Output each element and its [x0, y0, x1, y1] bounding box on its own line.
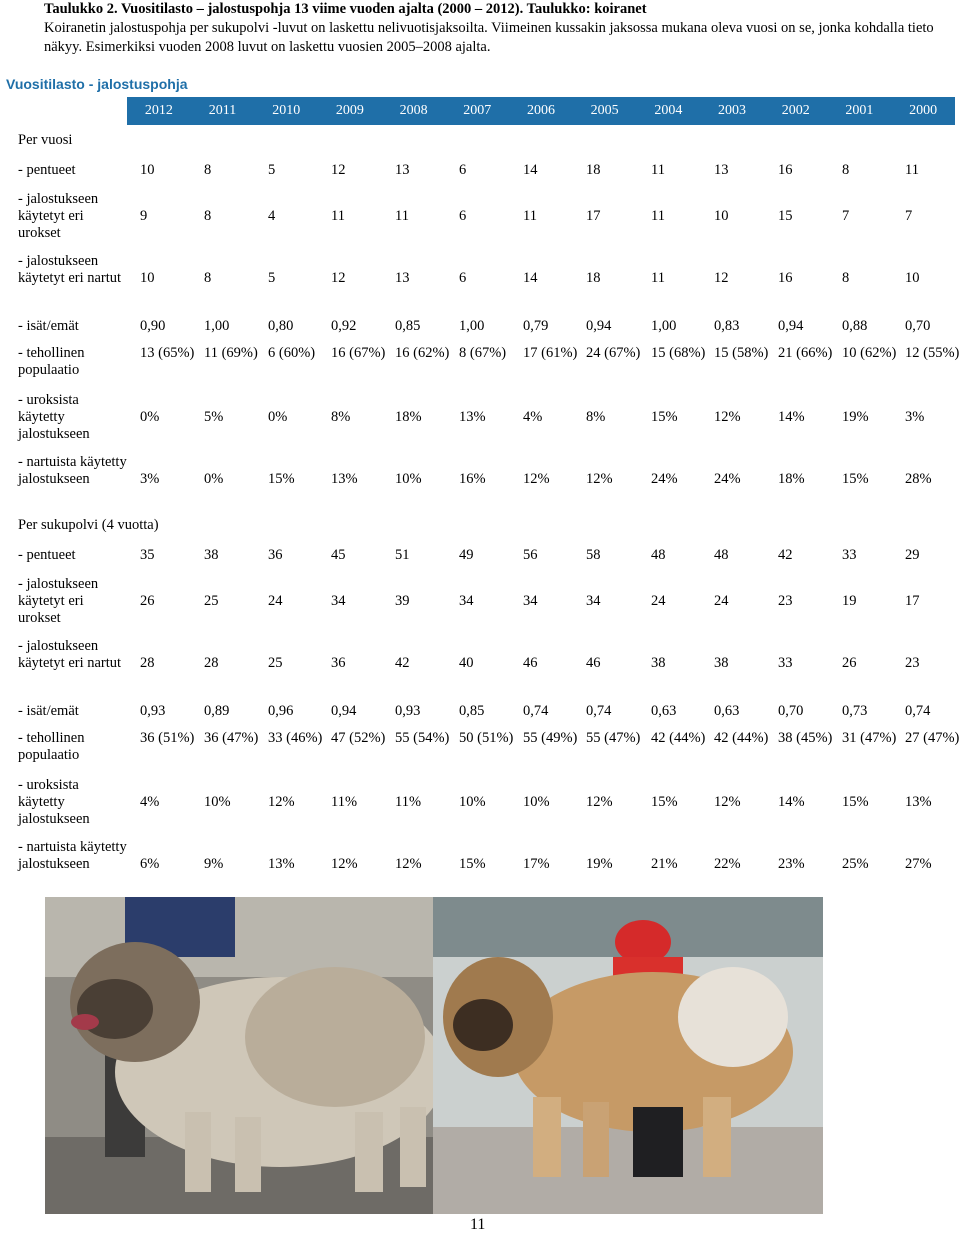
table-cell: 11% [395, 794, 422, 810]
table-cell: 34 [586, 593, 601, 609]
year-header-cell: 2005 [590, 103, 619, 118]
table-cell: 25 [268, 655, 283, 671]
table-cell: 26 [140, 593, 155, 609]
table-cell: 0,80 [268, 318, 294, 334]
row-label: - jalostukseen käytetyt eri urokset [18, 191, 99, 241]
table-cell: 0,85 [395, 318, 421, 334]
table-cell: 46 [586, 655, 601, 671]
table-cell: 36 [331, 655, 346, 671]
table-cell: 55 (47%) [586, 730, 641, 746]
table-cell: 13 (65%) [140, 345, 195, 361]
table-cell: 12% [523, 471, 550, 487]
year-header-cell: 2007 [463, 103, 492, 118]
table-cell: 29 [905, 547, 920, 563]
table-cell: 14% [778, 409, 805, 425]
table-cell: 25 [204, 593, 219, 609]
table-cell: 24 [651, 593, 666, 609]
table-cell: 46 [523, 655, 538, 671]
row-label: - uroksista käytetty jalostukseen [18, 392, 90, 442]
table-cell: 34 [331, 593, 346, 609]
table-cell: 12% [331, 856, 358, 872]
dog-photo-left [45, 897, 433, 1214]
table-cell: 0% [268, 409, 288, 425]
table-cell: 24% [651, 471, 678, 487]
table-cell: 55 (54%) [395, 730, 450, 746]
intro-text: Koiranetin jalostuspohja per sukupolvi -luvut on laskettu nelivuotisjaksoilta. Viimeinen kussakin jaksossa mukana oleva vuosi on se, jonka kohdalla tieto näkyy. Esimerkiksi vuoden 2008 luvut on laskettu vuosien 2005–2008 ajalta. [44, 20, 934, 55]
year-header [127, 97, 955, 125]
table-cell: 10% [523, 794, 550, 810]
table-cell: 17% [523, 856, 550, 872]
table-cell: 38 [204, 547, 219, 563]
table-cell: 18 [586, 270, 601, 286]
table-cell: 13% [905, 794, 932, 810]
table-cell: 1,00 [204, 318, 230, 334]
table-cell: 4% [523, 409, 543, 425]
table-cell: 0,88 [842, 318, 868, 334]
year-header-cell: 2008 [399, 103, 428, 118]
row-label: - tehollinen populaatio [18, 345, 85, 378]
table-cell: 8 [204, 208, 212, 224]
table-cell: 18% [778, 471, 805, 487]
table-cell: 33 [778, 655, 793, 671]
table-cell: 12 (55%) [905, 345, 960, 361]
row-label: - nartuista käytetty jalostukseen [18, 839, 127, 872]
year-header-cell: 2000 [909, 103, 938, 118]
year-header-cell: 2006 [526, 103, 555, 118]
table-cell: 38 (45%) [778, 730, 833, 746]
table-cell: 0,63 [714, 703, 740, 719]
table-cell: 16 (62%) [395, 345, 450, 361]
table-cell: 0,92 [331, 318, 357, 334]
table-cell: 28 [140, 655, 155, 671]
table-cell: 0,89 [204, 703, 230, 719]
year-header-cell: 2004 [654, 103, 683, 118]
table-cell: 33 [842, 547, 857, 563]
dog-photo-right [433, 897, 823, 1214]
table-cell: 8% [331, 409, 351, 425]
table-cell: 42 [395, 655, 410, 671]
per-sukupolvi-label: Per sukupolvi (4 vuotta) [18, 517, 159, 533]
table-cell: 0,94 [331, 703, 357, 719]
table-cell: 5% [204, 409, 224, 425]
table-cell: 49 [459, 547, 474, 563]
table-cell: 10 [714, 208, 729, 224]
table-cell: 11 [905, 162, 919, 178]
table-cell: 15 [778, 208, 793, 224]
year-header-cell: 2003 [718, 103, 747, 118]
table-cell: 21 (66%) [778, 345, 833, 361]
table-cell: 0,85 [459, 703, 485, 719]
table-cell: 13 [395, 270, 410, 286]
table-cell: 11 (69%) [204, 345, 258, 361]
table-cell: 16 (67%) [331, 345, 386, 361]
table-cell: 24% [714, 471, 741, 487]
row-label: - tehollinen populaatio [18, 730, 85, 763]
table-cell: 48 [651, 547, 666, 563]
table-cell: 0,93 [140, 703, 166, 719]
table-cell: 0,93 [395, 703, 421, 719]
table-cell: 15% [651, 794, 678, 810]
table-cell: 10 [140, 270, 155, 286]
table-cell: 15% [842, 794, 869, 810]
table-cell: 0,94 [586, 318, 612, 334]
year-header-cell: 2010 [272, 103, 301, 118]
table-cell: 50 (51%) [459, 730, 514, 746]
table-cell: 28 [204, 655, 219, 671]
table-cell: 33 (46%) [268, 730, 323, 746]
table-cell: 12% [714, 794, 741, 810]
table-cell: 13 [714, 162, 729, 178]
table-cell: 12% [714, 409, 741, 425]
table-cell: 16 [778, 270, 793, 286]
page-number: 11 [470, 1216, 486, 1233]
table-cell: 1,00 [651, 318, 677, 334]
table-cell: 35 [140, 547, 155, 563]
table-cell: 12% [395, 856, 422, 872]
table-cell: 13 [395, 162, 410, 178]
table-cell: 24 [714, 593, 729, 609]
table-cell: 3% [140, 471, 160, 487]
year-header-cell: 2009 [335, 103, 364, 118]
table-cell: 14 [523, 162, 538, 178]
table-cell: 12 [714, 270, 729, 286]
table-cell: 38 [714, 655, 729, 671]
table-cell: 23 [905, 655, 920, 671]
table-cell: 10% [395, 471, 422, 487]
table-cell: 7 [905, 208, 913, 224]
table-cell: 0,73 [842, 703, 868, 719]
table-cell: 10 [905, 270, 920, 286]
table-cell: 42 (44%) [651, 730, 706, 746]
table-cell: 5 [268, 162, 276, 178]
table-cell: 10 [140, 162, 155, 178]
row-label: - pentueet [18, 162, 76, 178]
table-cell: 17 (61%) [523, 345, 578, 361]
table-cell: 25% [842, 856, 869, 872]
table-cell: 6 [459, 208, 467, 224]
table-cell: 0,79 [523, 318, 549, 334]
row-label: - uroksista käytetty jalostukseen [18, 777, 90, 827]
table-cell: 0,63 [651, 703, 677, 719]
table-cell: 11 [395, 208, 409, 224]
table-cell: 0,74 [523, 703, 549, 719]
table-cell: 6% [140, 856, 160, 872]
table-cell: 34 [459, 593, 474, 609]
table-caption: Taulukko 2. Vuositilasto – jalostuspohja 13 viime vuoden ajalta (2000 – 2012). Taulukko: koiranet [44, 1, 647, 17]
table-cell: 40 [459, 655, 474, 671]
row-label: - jalostukseen käytetyt eri nartut [18, 253, 122, 286]
table-cell: 19% [842, 409, 869, 425]
table-cell: 36 [268, 547, 283, 563]
table-cell: 1,00 [459, 318, 485, 334]
table-cell: 19 [842, 593, 857, 609]
table-cell: 11 [651, 208, 665, 224]
table-cell: 15% [268, 471, 295, 487]
table-cell: 14% [778, 794, 805, 810]
table-cell: 0,74 [905, 703, 931, 719]
table-cell: 28% [905, 471, 932, 487]
table-cell: 11 [523, 208, 537, 224]
intro [44, 0, 944, 57]
table-cell: 23 [778, 593, 793, 609]
table-cell: 34 [523, 593, 538, 609]
table-cell: 12% [268, 794, 295, 810]
table-cell: 31 (47%) [842, 730, 897, 746]
table-cell: 55 (49%) [523, 730, 578, 746]
table-cell: 16% [459, 471, 486, 487]
table-cell: 17 [905, 593, 920, 609]
table-cell: 8 [204, 162, 212, 178]
table-cell: 5 [268, 270, 276, 286]
table-cell: 18% [395, 409, 422, 425]
table-cell: 47 (52%) [331, 730, 386, 746]
table-cell: 15% [651, 409, 678, 425]
year-header-cell: 2011 [208, 103, 237, 118]
table-cell: 14 [523, 270, 538, 286]
table-cell: 4% [140, 794, 160, 810]
table-cell: 4 [268, 208, 276, 224]
table-cell: 48 [714, 547, 729, 563]
table-cell: 12 [331, 162, 346, 178]
table-cell: 0,90 [140, 318, 166, 334]
row-label: - jalostukseen käytetyt eri nartut [18, 638, 122, 671]
table-cell: 26 [842, 655, 857, 671]
table-cell: 0,70 [778, 703, 804, 719]
table-cell: 10% [459, 794, 486, 810]
table-cell: 0,96 [268, 703, 294, 719]
table-cell: 15 (58%) [714, 345, 769, 361]
table-cell: 8 [204, 270, 212, 286]
table-cell: 16 [778, 162, 793, 178]
table-cell: 11 [331, 208, 345, 224]
table-cell: 9 [140, 208, 148, 224]
table-cell: 13% [459, 409, 486, 425]
table-cell: 22% [714, 856, 741, 872]
table-cell: 23% [778, 856, 805, 872]
table-cell: 51 [395, 547, 410, 563]
table-cell: 0% [140, 409, 160, 425]
row-label: - isät/emät [18, 318, 79, 334]
table-cell: 42 [778, 547, 793, 563]
table-cell: 8 (67%) [459, 345, 507, 361]
section-title[interactable]: Vuositilasto - jalostuspohja [6, 76, 188, 92]
table-cell: 21% [651, 856, 678, 872]
row-label: - isät/emät [18, 703, 79, 719]
table-cell: 15 (68%) [651, 345, 706, 361]
table-cell: 11 [651, 270, 665, 286]
table-cell: 6 [459, 162, 467, 178]
table-cell: 12 [331, 270, 346, 286]
table-cell: 9% [204, 856, 224, 872]
table-cell: 42 (44%) [714, 730, 769, 746]
table-cell: 36 (47%) [204, 730, 259, 746]
table-cell: 36 (51%) [140, 730, 195, 746]
table-cell: 8% [586, 409, 606, 425]
table-cell: 11 [651, 162, 665, 178]
table-cell: 0,94 [778, 318, 804, 334]
table-cell: 7 [842, 208, 850, 224]
table-cell: 56 [523, 547, 538, 563]
per-vuosi-label: Per vuosi [18, 132, 73, 148]
dog-photos [45, 897, 823, 1214]
table-cell: 0% [204, 471, 224, 487]
row-label: - jalostukseen käytetyt eri urokset [18, 576, 99, 626]
table-cell: 11% [331, 794, 358, 810]
row-label: - pentueet [18, 547, 76, 563]
table-cell: 15% [459, 856, 486, 872]
year-header-cell: 2012 [144, 103, 173, 118]
table-cell: 8 [842, 270, 850, 286]
table-cell: 6 (60%) [268, 345, 316, 361]
year-header-cell: 2002 [781, 103, 810, 118]
table-cell: 6 [459, 270, 467, 286]
table-cell: 24 [268, 593, 283, 609]
table-cell: 19% [586, 856, 613, 872]
table-cell: 15% [842, 471, 869, 487]
table-cell: 12% [586, 794, 613, 810]
table-cell: 0,83 [714, 318, 740, 334]
table-cell: 3% [905, 409, 925, 425]
table-cell: 10% [204, 794, 231, 810]
table-cell: 10 (62%) [842, 345, 897, 361]
table-cell: 0,70 [905, 318, 931, 334]
table-cell: 24 (67%) [586, 345, 641, 361]
table-cell: 39 [395, 593, 410, 609]
year-header-cell: 2001 [845, 103, 874, 118]
table-cell: 18 [586, 162, 601, 178]
table-cell: 13% [268, 856, 295, 872]
table-cell: 45 [331, 547, 346, 563]
table-cell: 12% [586, 471, 613, 487]
table-cell: 27 (47%) [905, 730, 960, 746]
table-cell: 17 [586, 208, 601, 224]
table-cell: 0,74 [586, 703, 612, 719]
table-cell: 27% [905, 856, 932, 872]
row-label: - nartuista käytetty jalostukseen [18, 454, 127, 487]
table-cell: 58 [586, 547, 601, 563]
table-cell: 38 [651, 655, 666, 671]
table-cell: 8 [842, 162, 850, 178]
table-cell: 13% [331, 471, 358, 487]
